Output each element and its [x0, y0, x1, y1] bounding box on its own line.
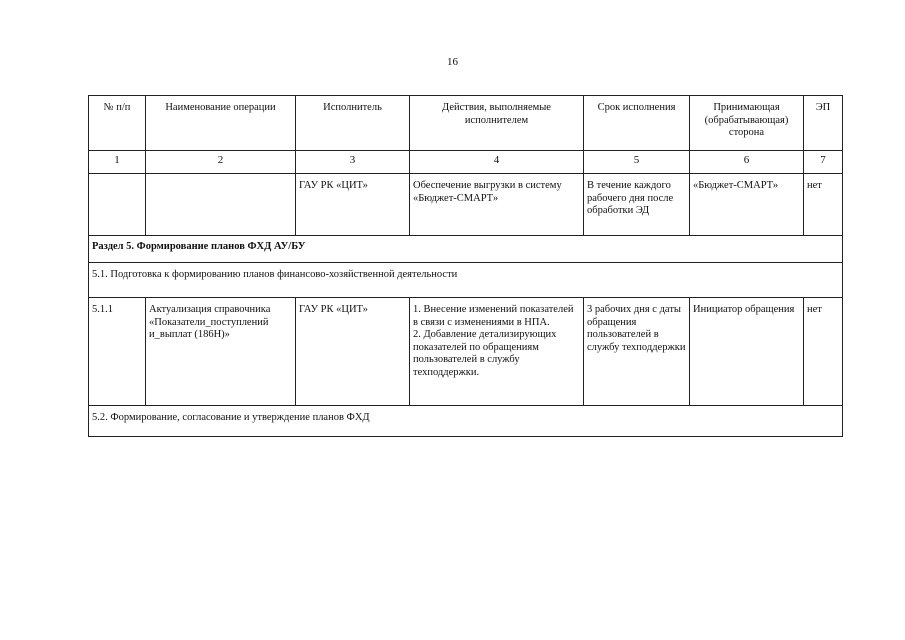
cell-ep: нет	[804, 298, 843, 406]
cell-deadline: 3 рабочих дня с даты обращения пользователей в службу техподдержки	[584, 298, 690, 406]
table-row	[89, 174, 843, 236]
cell-actions: Обеспечение выгрузки в систему «Бюджет-СМАРТ»	[410, 174, 584, 236]
page-number: 16	[447, 56, 458, 68]
cell-num: 5.1.1	[89, 298, 146, 406]
operations-table	[88, 95, 843, 437]
table-header-row	[89, 96, 843, 151]
section-title: Раздел 5. Формирование планов ФХД АУ/БУ	[89, 236, 843, 263]
cell-receiver: Инициатор обращения	[690, 298, 804, 406]
cell-receiver: «Бюджет-СМАРТ»	[690, 174, 804, 236]
cell-executor: ГАУ РК «ЦИТ»	[296, 298, 410, 406]
header-cell-ep: ЭП	[804, 96, 843, 151]
header-cell-number: № п/п	[89, 96, 146, 151]
cell-executor: ГАУ РК «ЦИТ»	[296, 174, 410, 236]
cell-operation: Актуализация справочника «Показатели_поступлений и_выплат (186Н)»	[146, 298, 296, 406]
column-number: 3	[296, 151, 410, 174]
header-cell-receiver: Принимающая (обрабатывающая) сторона	[690, 96, 804, 151]
subsection-row	[89, 406, 843, 437]
header-cell-executor: Исполнитель	[296, 96, 410, 151]
section-row	[89, 236, 843, 263]
column-number: 1	[89, 151, 146, 174]
column-number: 5	[584, 151, 690, 174]
subsection-title: 5.2. Формирование, согласование и утверждение планов ФХД	[89, 406, 843, 437]
header-cell-actions: Действия, выполняемые исполнителем	[410, 96, 584, 151]
cell-ep: нет	[804, 174, 843, 236]
cell-actions: 1. Внесение изменений показателей в связи с изменениями в НПА. 2. Добавление детализирующих показателей по обращениям пользователей в службу техподдержки.	[410, 298, 584, 406]
subsection-title: 5.1. Подготовка к формированию планов финансово-хозяйственной деятельности	[89, 263, 843, 298]
cell-deadline: В течение каждого рабочего дня после обработки ЭД	[584, 174, 690, 236]
table-row	[89, 298, 843, 406]
column-number: 2	[146, 151, 296, 174]
header-cell-deadline: Срок исполнения	[584, 96, 690, 151]
cell-num	[89, 174, 146, 236]
subsection-row	[89, 263, 843, 298]
column-number-row	[89, 151, 843, 174]
header-cell-operation: Наименование операции	[146, 96, 296, 151]
cell-operation	[146, 174, 296, 236]
column-number: 7	[804, 151, 843, 174]
column-number: 6	[690, 151, 804, 174]
column-number: 4	[410, 151, 584, 174]
